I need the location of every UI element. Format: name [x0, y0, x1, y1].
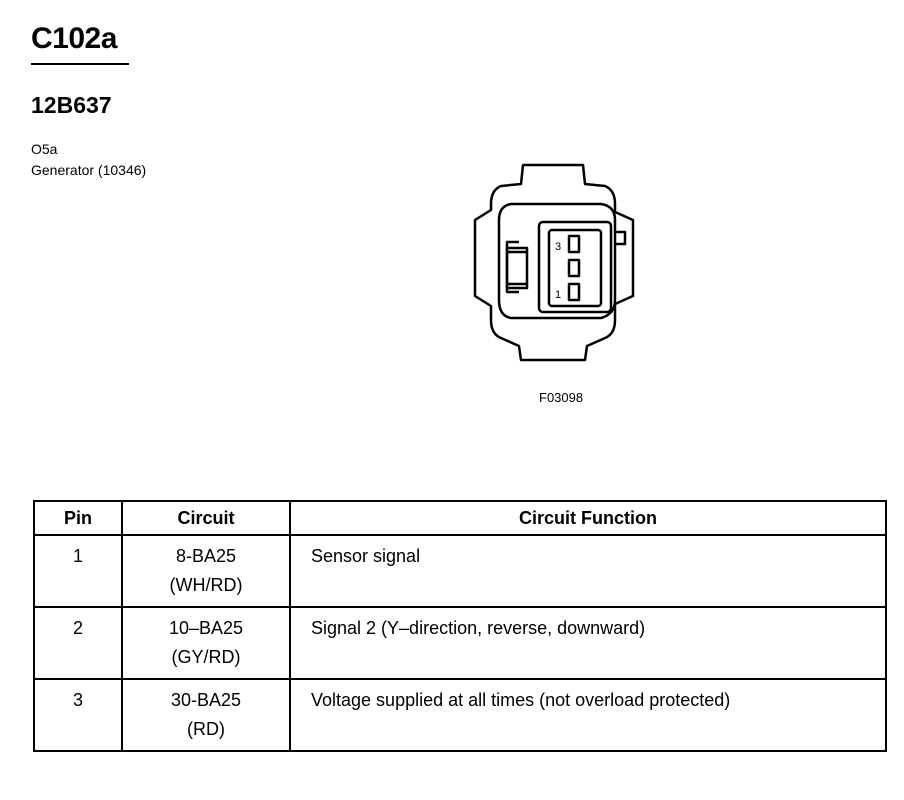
header-circuit: Circuit [122, 501, 290, 535]
latch-tab [507, 248, 527, 288]
circuit-number: 10–BA25 [168, 618, 244, 638]
wire-color: (WH/RD) [169, 575, 243, 595]
wire-color: (RD) [187, 719, 225, 739]
pin-label-3: 3 [555, 241, 562, 253]
cell-pin: 3 [34, 679, 122, 751]
connector-diagram [465, 160, 645, 376]
table-row [34, 535, 886, 607]
cell-function: Voltage supplied at all times (not overload protected) [290, 679, 886, 751]
terminal-2 [569, 260, 579, 276]
circuit-number: 8-BA25 [175, 546, 237, 566]
figure-id: F03098 [539, 390, 584, 405]
location-code: O5a [31, 141, 58, 157]
cell-pin: 1 [34, 535, 122, 607]
table-row [34, 607, 886, 679]
pin-table [33, 500, 887, 752]
part-number: 12B637 [31, 92, 112, 118]
table-row [34, 679, 886, 751]
title-underline [31, 63, 129, 65]
latch [507, 242, 527, 292]
header-circuit-function: Circuit Function [290, 501, 886, 535]
terminal-1 [569, 284, 579, 300]
component-name: Generator (10346) [31, 162, 147, 178]
side-tab [615, 232, 625, 244]
table-header-row [34, 501, 886, 535]
cell-circuit [122, 535, 290, 607]
cell-circuit [122, 679, 290, 751]
wire-color: (GY/RD) [171, 647, 241, 667]
cell-circuit [122, 607, 290, 679]
pin-label-1: 1 [555, 289, 562, 301]
cell-function: Signal 2 (Y–direction, reverse, downward) [290, 607, 886, 679]
cell-pin: 2 [34, 607, 122, 679]
terminal-3 [569, 236, 579, 252]
header-pin: Pin [34, 501, 122, 535]
cell-function: Sensor signal [290, 535, 886, 607]
connector-title: C102a [31, 22, 117, 55]
circuit-number: 30-BA25 [170, 690, 242, 710]
